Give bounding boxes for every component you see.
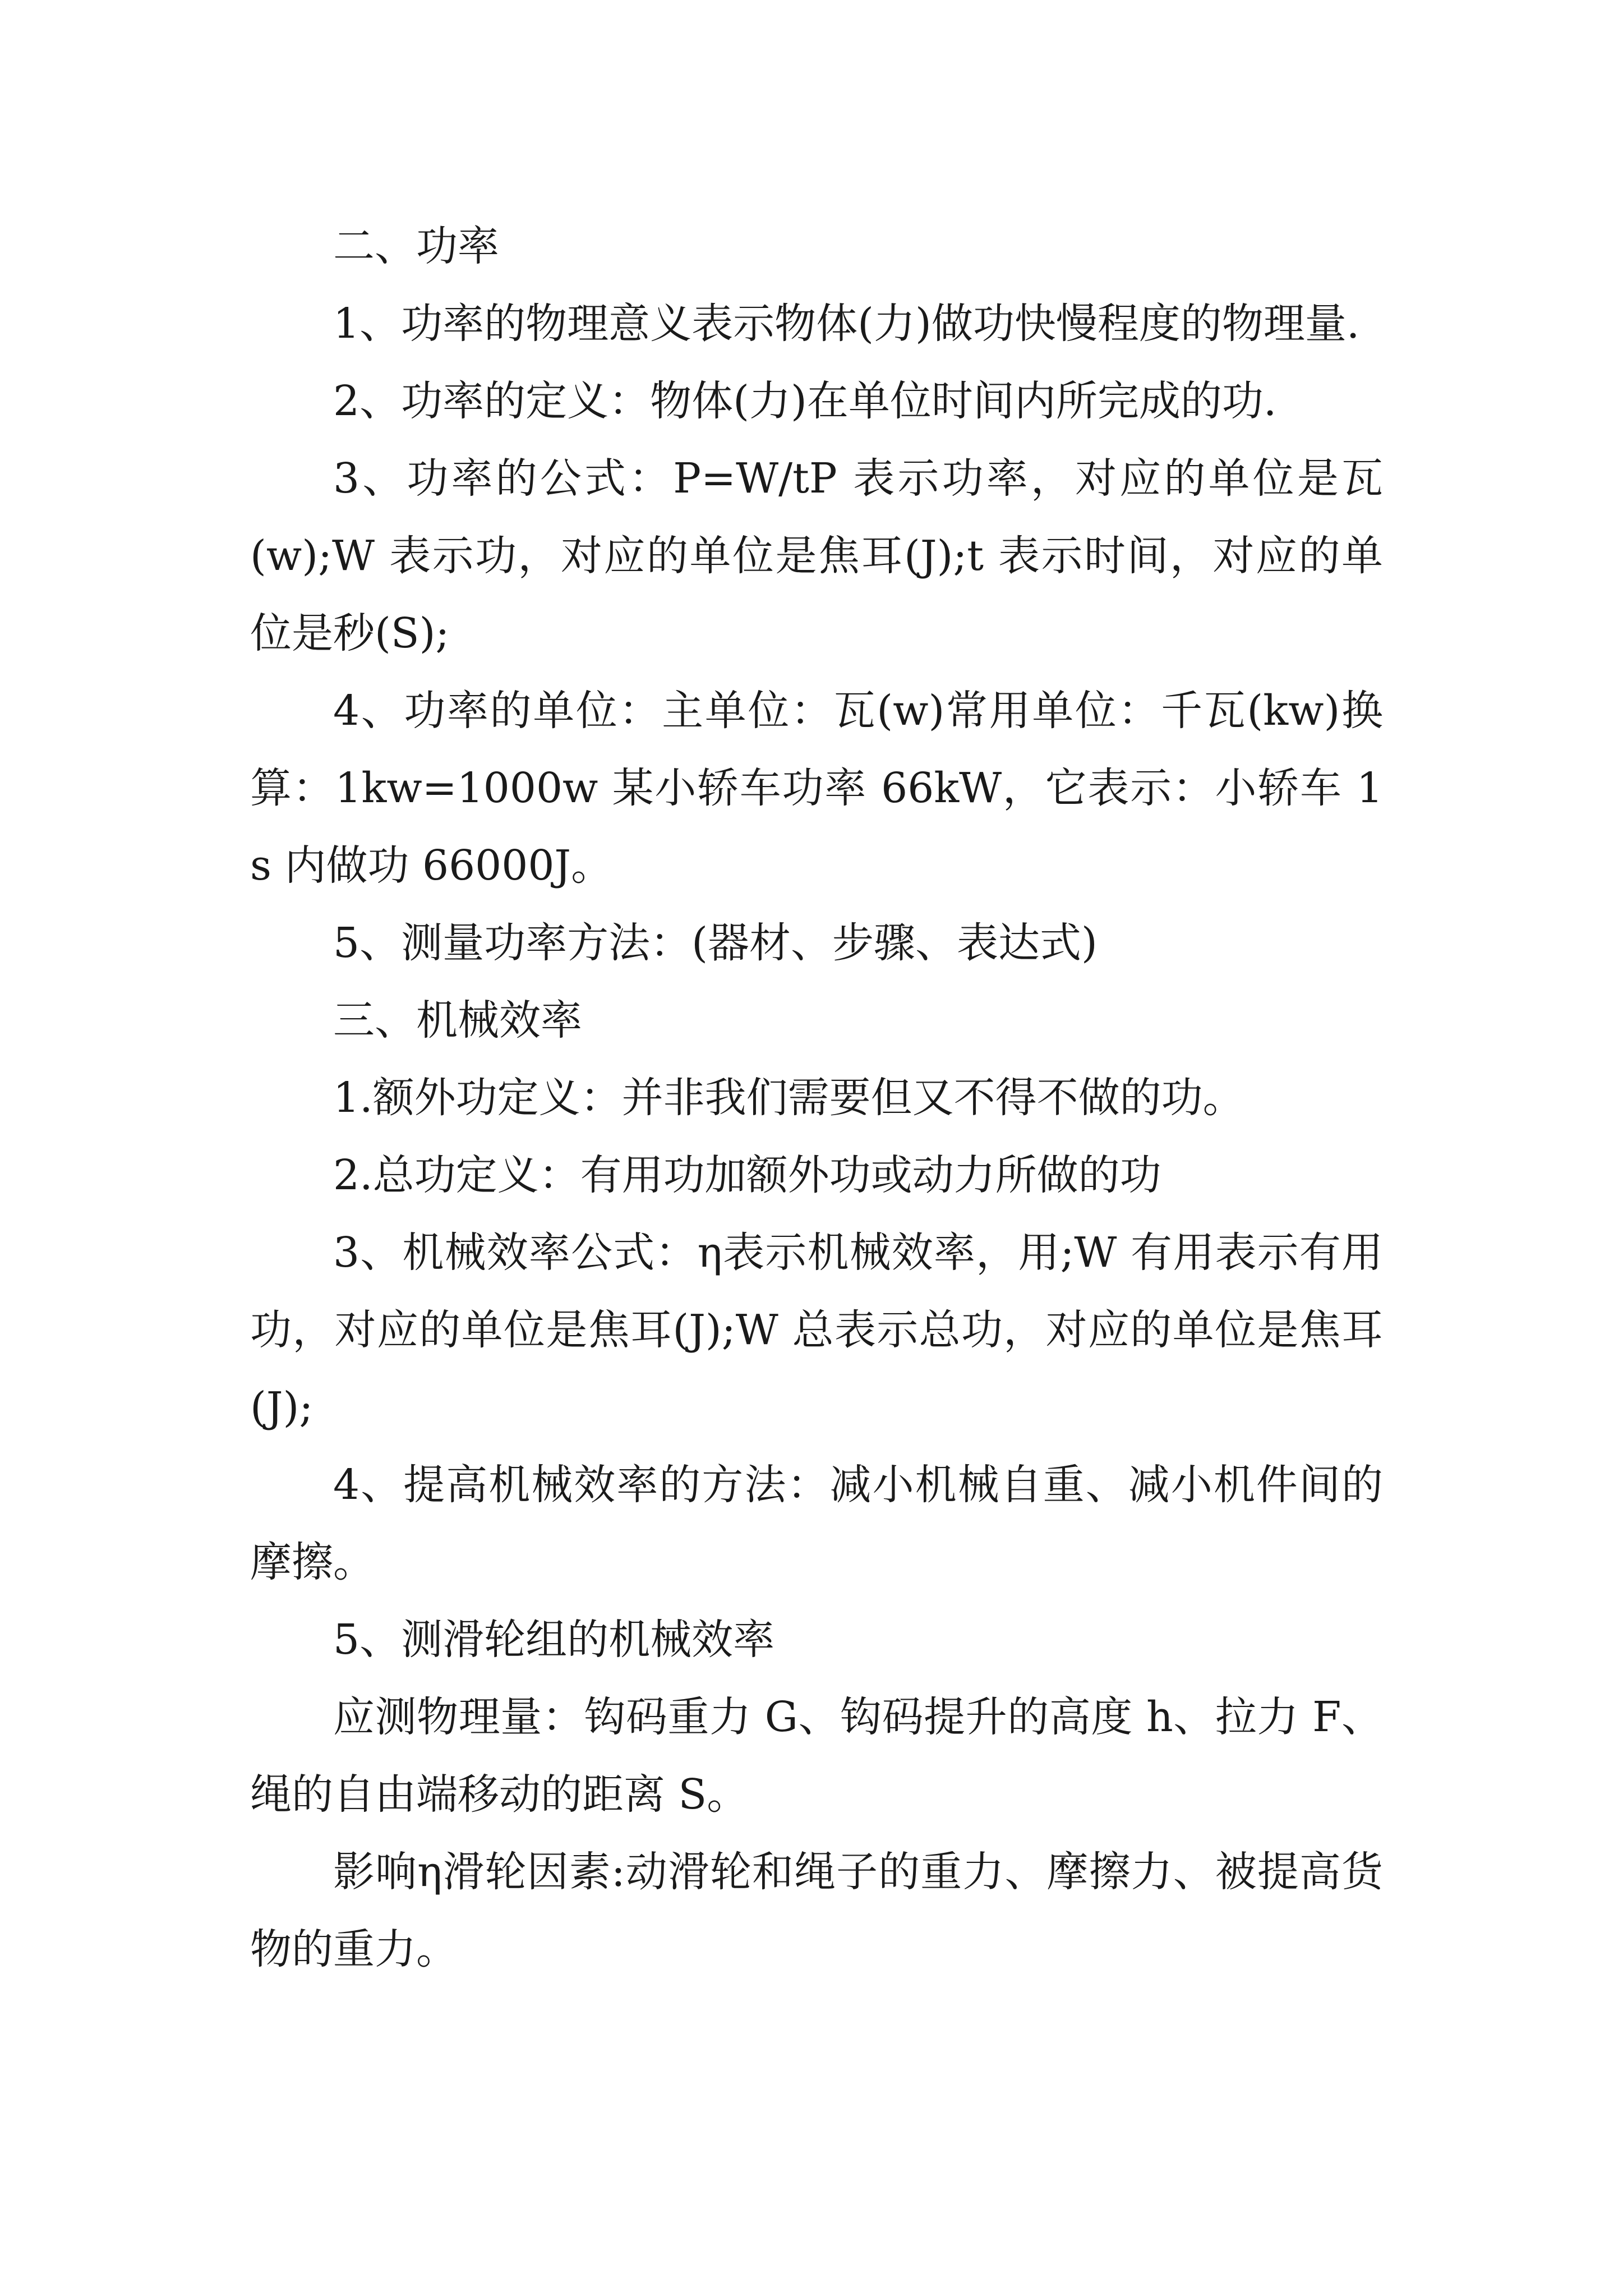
paragraph-power-meaning: 1、功率的物理意义表示物体(力)做功快慢程度的物理量.: [333, 300, 1360, 348]
paragraph-improve-efficiency: 4、提高机械效率的方法：减小机械自重、减小机件间的摩擦。: [250, 1461, 1383, 1586]
section-heading-efficiency: 三、机械效率: [333, 996, 582, 1045]
section-heading-power: 二、功率: [333, 222, 499, 270]
paragraph-total-work: 2.总功定义：有用功加额外功或动力所做的功: [333, 1151, 1161, 1199]
paragraph-power-units: 4、功率的单位：主单位：瓦(w)常用单位：千瓦(kw)换算：1kw=1000w 某小轿车功率 66kW，它表示：小轿车 1s 内做功 66000J。: [250, 687, 1384, 890]
paragraph-measured-quantities: 应测物理量：钩码重力 G、钩码提升的高度 h、拉力 F、绳的自由端移动的距离 S。: [250, 1693, 1383, 1819]
paragraph-extra-work: 1.额外功定义：并非我们需要但又不得不做的功。: [333, 1074, 1244, 1122]
paragraph-pulley-factors: 影响η滑轮因素:动滑轮和绳子的重力、摩擦力、被提高货物的重力。: [250, 1848, 1383, 1973]
paragraph-efficiency-formula: 3、机械效率公式：η表示机械效率，用;W 有用表示有用功，对应的单位是焦耳(J);W 总表示总功，对应的单位是焦耳(J);: [250, 1228, 1383, 1432]
paragraph-pulley-efficiency: 5、测滑轮组的机械效率: [333, 1616, 775, 1664]
paragraph-power-formula: 3、功率的公式：P=W/tP 表示功率，对应的单位是瓦(w);W 表示功，对应的单位是焦耳(J);t 表示时间，对应的单位是秒(S);: [250, 454, 1383, 657]
paragraph-power-definition: 2、功率的定义：物体(力)在单位时间内所完成的功.: [333, 377, 1277, 425]
document-body: [250, 208, 1383, 1988]
paragraph-power-measurement: 5、测量功率方法：(器材、步骤、表达式): [333, 919, 1098, 967]
